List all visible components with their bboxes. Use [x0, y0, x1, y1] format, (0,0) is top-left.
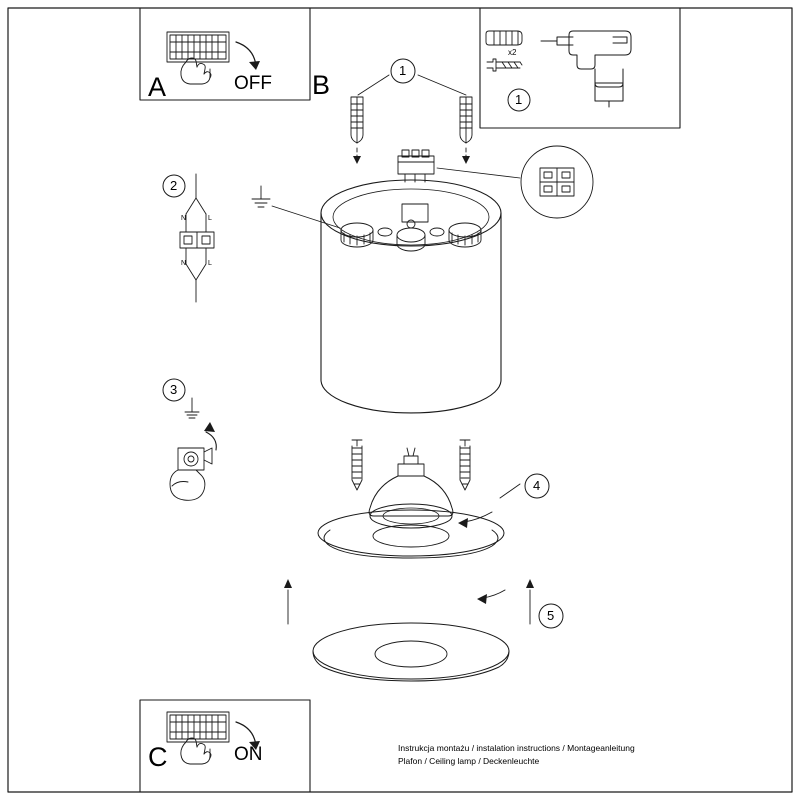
terminal-label-bottom-n: N: [181, 260, 187, 267]
footer-line-2: Plafon / Ceiling lamp / Deckenleuchte: [398, 756, 540, 766]
wall-plug-icon: [486, 31, 522, 45]
terminal-detail-bubble: [437, 146, 593, 218]
mounting-screw-right: [460, 440, 470, 490]
mounting-screw-left: [352, 440, 362, 490]
callout-1: 1: [399, 63, 407, 78]
step-a-label: A: [148, 72, 167, 102]
lamp-body: [321, 180, 501, 413]
terminal-wire-detail: [180, 174, 214, 302]
bulb-gu10: [369, 448, 453, 528]
step-b-label: B: [312, 70, 331, 100]
quantity-x2-label: x2: [508, 48, 517, 57]
footer-line-1: Instrukcja montażu / instalation instructions / Montageanleitung: [398, 743, 635, 753]
wall-plug-left: [351, 97, 363, 164]
earth-symbol: [252, 186, 340, 228]
diffuser-disc: [318, 510, 504, 558]
terminal-label-top-l: L: [208, 215, 212, 222]
ceiling-bracket-detail: [170, 398, 216, 500]
screw-icon: [487, 59, 522, 71]
callout-4: 4: [533, 478, 541, 493]
tools-badge-1: 1: [515, 92, 523, 107]
step-c-label: C: [148, 742, 168, 772]
bottom-cover-disc: [313, 623, 509, 681]
callout-2: 2: [170, 178, 178, 193]
terminal-label-top-n: N: [181, 215, 187, 222]
power-on-label: ON: [234, 744, 263, 765]
wall-plug-right: [460, 97, 472, 164]
lamp-base-interior: [341, 150, 481, 251]
power-off-label: OFF: [234, 73, 272, 94]
callout-3: 3: [170, 382, 178, 397]
drill-icon: [541, 31, 631, 107]
callout-5: 5: [547, 608, 555, 623]
terminal-label-bottom-l: L: [208, 260, 212, 267]
